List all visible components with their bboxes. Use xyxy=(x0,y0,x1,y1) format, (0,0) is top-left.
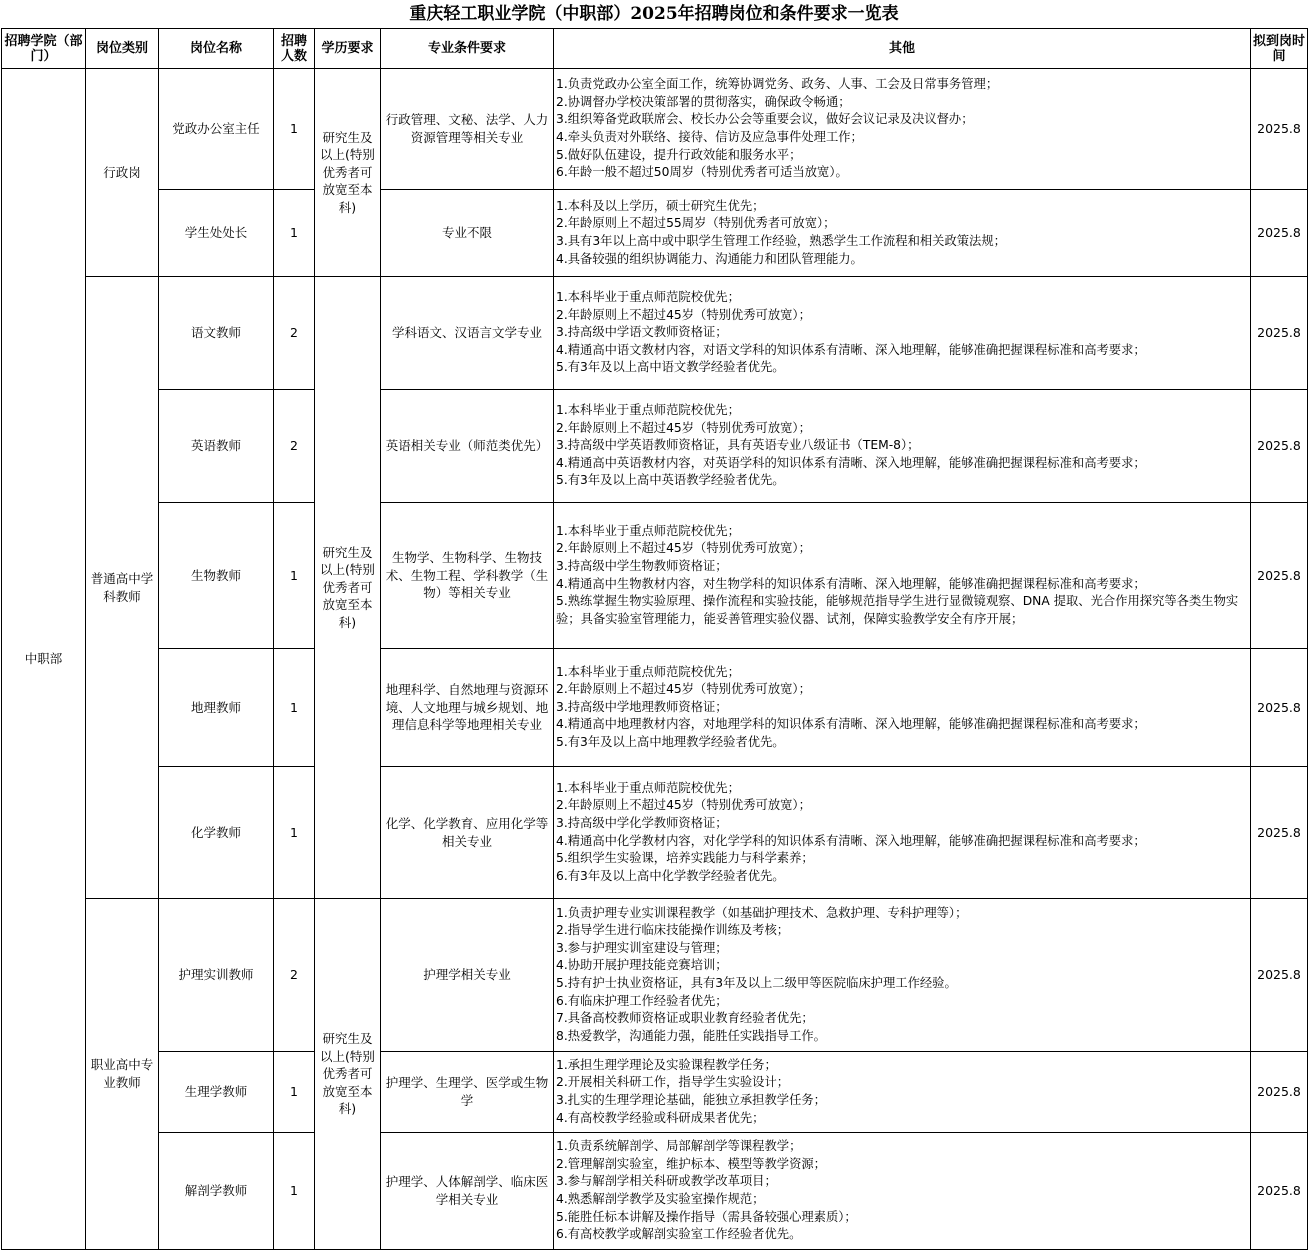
count-cell: 1 xyxy=(274,1052,315,1133)
arrival-cell: 2025.8 xyxy=(1251,69,1308,190)
requirement-line: 2.年龄原则上不超过55周岁（特别优秀者可放宽）； xyxy=(556,216,836,231)
education-cell: 研究生及以上(特别优秀者可放宽至本科) xyxy=(315,69,381,277)
requirement-line: 3.扎实的生理学理论基础，能独立承担教学任务； xyxy=(556,1093,826,1107)
arrival-cell: 2025.8 xyxy=(1251,1052,1308,1133)
requirement-line: 1.本科毕业于重点师范院校优先； xyxy=(556,780,740,795)
arrival-cell: 2025.8 xyxy=(1251,390,1308,503)
requirement-line: 1.本科毕业于重点师范院校优先； xyxy=(556,403,740,418)
requirement-line: 2.年龄原则上不超过45岁（特别优秀可放宽）； xyxy=(556,420,811,435)
major-cell: 英语相关专业（师范类优先） xyxy=(381,390,554,503)
other-cell xyxy=(554,390,1251,503)
requirement-line: 6.有高校教学或解剖实验室工作经验者优先。 xyxy=(556,1227,802,1242)
requirement-line: 4.牵头负责对外联络、接待、信访及应急事件处理工作； xyxy=(556,130,863,144)
other-cell xyxy=(554,277,1251,390)
requirement-line: 5.能胜任标本讲解及操作指导（需具备较强心理素质）； xyxy=(556,1209,857,1224)
requirement-line: 2.管理解剖实验室，维护标本、模型等教学资源； xyxy=(556,1156,826,1171)
position-cell: 生理学教师 xyxy=(159,1052,274,1133)
count-cell: 2 xyxy=(274,390,315,503)
arrival-cell: 2025.8 xyxy=(1251,277,1308,390)
table-row xyxy=(2,1052,1308,1133)
arrival-cell: 2025.8 xyxy=(1251,503,1308,649)
requirement-line: 4.有高校教学经验或科研成果者优先； xyxy=(556,1110,765,1125)
requirement-line: 2.年龄原则上不超过45岁（特别优秀可放宽）； xyxy=(556,307,811,322)
requirement-line: 1.本科毕业于重点师范院校优先； xyxy=(556,523,740,538)
header-major: 专业条件要求 xyxy=(381,29,554,69)
requirement-line: 5.有3年及以上高中英语教学经验者优先。 xyxy=(556,473,785,488)
requirement-line: 3.持高级中学语文教师资格证； xyxy=(556,325,728,340)
count-cell: 1 xyxy=(274,503,315,649)
requirement-line: 2.指导学生进行临床技能操作训练及考核； xyxy=(556,923,790,938)
count-cell: 2 xyxy=(274,277,315,390)
requirement-line: 2.开展相关科研工作，指导学生实验设计； xyxy=(556,1075,790,1090)
header-other: 其他 xyxy=(554,29,1251,69)
requirement-line: 3.具有3年以上高中或中职学生管理工作经验，熟悉学生工作流程和相关政策法规； xyxy=(556,234,1006,248)
requirement-line: 4.熟悉解剖学教学及实验室操作规范； xyxy=(556,1192,765,1206)
table-row xyxy=(2,390,1308,503)
major-cell: 学科语文、汉语言文学专业 xyxy=(381,277,554,390)
requirement-line: 5.熟练掌握生物实验原理、操作流程和实验技能，能够规范指导学生进行显微镜观察、DNA 提取、光合作用探究等各类生物实验；具备实验室管理能力，能妥善管理实验仪器、试剂，保障实验教学安全有序开展； xyxy=(556,594,1239,626)
requirement-line: 8.热爱教学，沟通能力强，能胜任实践指导工作。 xyxy=(556,1028,826,1043)
table-row xyxy=(2,1133,1308,1250)
requirement-line: 1.负责系统解剖学、局部解剖学等课程教学； xyxy=(556,1139,802,1154)
major-cell: 地理科学、自然地理与资源环境、人文地理与城乡规划、地理信息科学等地理相关专业 xyxy=(381,649,554,767)
count-cell: 1 xyxy=(274,767,315,899)
table-row xyxy=(2,767,1308,899)
requirement-line: 1.本科毕业于重点师范院校优先； xyxy=(556,290,740,305)
education-cell: 研究生及以上(特别优秀者可放宽至本科) xyxy=(315,899,381,1250)
requirement-line: 1.负责护理专业实训课程教学（如基础护理技术、急救护理、专科护理等）； xyxy=(556,905,968,920)
arrival-cell: 2025.8 xyxy=(1251,190,1308,277)
other-cell xyxy=(554,899,1251,1052)
requirement-line: 5.有3年及以上高中地理教学经验者优先。 xyxy=(556,734,785,749)
count-cell: 1 xyxy=(274,190,315,277)
major-cell: 化学、化学教育、应用化学等相关专业 xyxy=(381,767,554,899)
requirement-line: 3.参与护理实训室建设与管理； xyxy=(556,940,728,955)
requirement-line: 1.本科毕业于重点师范院校优先； xyxy=(556,664,740,679)
category-cell: 职业高中专业教师 xyxy=(86,899,159,1250)
arrival-cell: 2025.8 xyxy=(1251,1133,1308,1250)
other-cell xyxy=(554,503,1251,649)
other-cell xyxy=(554,1052,1251,1133)
requirement-line: 3.持高级中学生物教师资格证； xyxy=(556,558,728,573)
major-cell: 生物学、生物科学、生物技术、生物工程、学科教学（生物）等相关专业 xyxy=(381,503,554,649)
requirement-line: 2.协调督办学校决策部署的贯彻落实，确保政令畅通； xyxy=(556,94,851,109)
position-cell: 学生处处长 xyxy=(159,190,274,277)
position-cell: 英语教师 xyxy=(159,390,274,503)
education-cell: 研究生及以上(特别优秀者可放宽至本科) xyxy=(315,277,381,899)
category-cell: 行政岗 xyxy=(86,69,159,277)
position-cell: 解剖学教师 xyxy=(159,1133,274,1250)
requirement-line: 4.具备较强的组织协调能力、沟通能力和团队管理能力。 xyxy=(556,251,863,266)
position-cell: 语文教师 xyxy=(159,277,274,390)
position-cell: 党政办公室主任 xyxy=(159,69,274,190)
requirement-line: 3.持高级中学化学教师资格证； xyxy=(556,815,728,830)
header-dept: 招聘学院（部门） xyxy=(2,29,86,69)
requirement-line: 6.年龄一般不超过50周岁（特别优秀者可适当放宽）。 xyxy=(556,165,848,180)
requirement-line: 5.组织学生实验课，培养实践能力与科学素养； xyxy=(556,851,814,866)
requirement-line: 1.承担生理学理论及实验课程教学任务； xyxy=(556,1057,777,1072)
table-row xyxy=(2,69,1308,190)
table-row xyxy=(2,190,1308,277)
position-cell: 化学教师 xyxy=(159,767,274,899)
table-row xyxy=(2,899,1308,1052)
count-cell: 1 xyxy=(274,1133,315,1250)
requirement-line: 3.持高级中学地理教师资格证； xyxy=(556,699,728,714)
major-cell: 护理学、人体解剖学、临床医学相关专业 xyxy=(381,1133,554,1250)
requirement-line: 2.年龄原则上不超过45岁（特别优秀可放宽）； xyxy=(556,798,811,813)
header-arrival: 拟到岗时间 xyxy=(1251,29,1308,69)
other-cell xyxy=(554,767,1251,899)
major-cell: 护理学、生理学、医学或生物学 xyxy=(381,1052,554,1133)
category-cell: 普通高中学科教师 xyxy=(86,277,159,899)
other-cell xyxy=(554,649,1251,767)
arrival-cell: 2025.8 xyxy=(1251,899,1308,1052)
requirement-line: 3.参与解剖学相关科研或教学改革项目； xyxy=(556,1174,777,1189)
major-cell: 专业不限 xyxy=(381,190,554,277)
header-row xyxy=(2,29,1308,69)
requirement-line: 4.精通高中地理教材内容，对地理学科的知识体系有清晰、深入地理解，能够准确把握课程标准和高考要求； xyxy=(556,717,1146,732)
header-count: 招聘人数 xyxy=(274,29,315,69)
requirement-line: 1.负责党政办公室全面工作，统筹协调党务、政务、人事、工会及日常事务管理； xyxy=(556,77,999,92)
requirement-line: 4.精通高中语文教材内容，对语文学科的知识体系有清晰、深入地理解，能够准确把握课程标准和高考要求； xyxy=(556,342,1146,357)
requirement-line: 5.做好队伍建设，提升行政效能和服务水平； xyxy=(556,147,802,162)
requirement-line: 6.有3年及以上高中化学教学经验者优先。 xyxy=(556,868,785,883)
requirement-line: 4.协助开展护理技能竞赛培训； xyxy=(556,958,728,973)
header-category: 岗位类别 xyxy=(86,29,159,69)
requirement-line: 2.年龄原则上不超过45岁（特别优秀可放宽）； xyxy=(556,541,811,556)
table-row xyxy=(2,503,1308,649)
dept-cell: 中职部 xyxy=(2,69,86,1250)
requirement-line: 5.持有护士执业资格证，具有3年及以上二级甲等医院临床护理工作经验。 xyxy=(556,976,957,990)
arrival-cell: 2025.8 xyxy=(1251,767,1308,899)
table-row xyxy=(2,649,1308,767)
page-title: 重庆轻工职业学院（中职部）2025年招聘岗位和条件要求一览表 xyxy=(409,4,899,24)
header-education: 学历要求 xyxy=(315,29,381,69)
requirement-line: 3.持高级中学英语教师资格证，具有英语专业八级证书（TEM-8）； xyxy=(556,438,920,453)
major-cell: 护理学相关专业 xyxy=(381,899,554,1052)
count-cell: 1 xyxy=(274,69,315,190)
header-position: 岗位名称 xyxy=(159,29,274,69)
requirement-line: 4.精通高中化学教材内容，对化学学科的知识体系有清晰、深入地理解，能够准确把握课程标准和高考要求； xyxy=(556,833,1146,848)
arrival-cell: 2025.8 xyxy=(1251,649,1308,767)
requirement-line: 3.组织筹备党政联席会、校长办公会等重要会议，做好会议记录及决议督办； xyxy=(556,112,974,127)
major-cell: 行政管理、文秘、法学、人力资源管理等相关专业 xyxy=(381,69,554,190)
other-cell xyxy=(554,69,1251,190)
requirement-line: 4.精通高中生物教材内容，对生物学科的知识体系有清晰、深入地理解，能够准确把握课程标准和高考要求； xyxy=(556,576,1146,591)
requirement-line: 7.具备高校教师资格证或职业教育经验者优先； xyxy=(556,1011,814,1026)
position-cell: 地理教师 xyxy=(159,649,274,767)
other-cell xyxy=(554,190,1251,277)
table-row xyxy=(2,277,1308,390)
recruitment-table xyxy=(1,28,1308,1250)
requirement-line: 1.本科及以上学历，硕士研究生优先； xyxy=(556,198,765,213)
requirement-line: 2.年龄原则上不超过45岁（特别优秀可放宽）； xyxy=(556,682,811,697)
requirement-line: 6.有临床护理工作经验者优先； xyxy=(556,993,728,1008)
count-cell: 2 xyxy=(274,899,315,1052)
position-cell: 护理实训教师 xyxy=(159,899,274,1052)
requirement-line: 4.精通高中英语教材内容，对英语学科的知识体系有清晰、深入地理解，能够准确把握课程标准和高考要求； xyxy=(556,455,1146,470)
requirement-line: 5.有3年及以上高中语文教学经验者优先。 xyxy=(556,360,785,375)
position-cell: 生物教师 xyxy=(159,503,274,649)
count-cell: 1 xyxy=(274,649,315,767)
other-cell xyxy=(554,1133,1251,1250)
